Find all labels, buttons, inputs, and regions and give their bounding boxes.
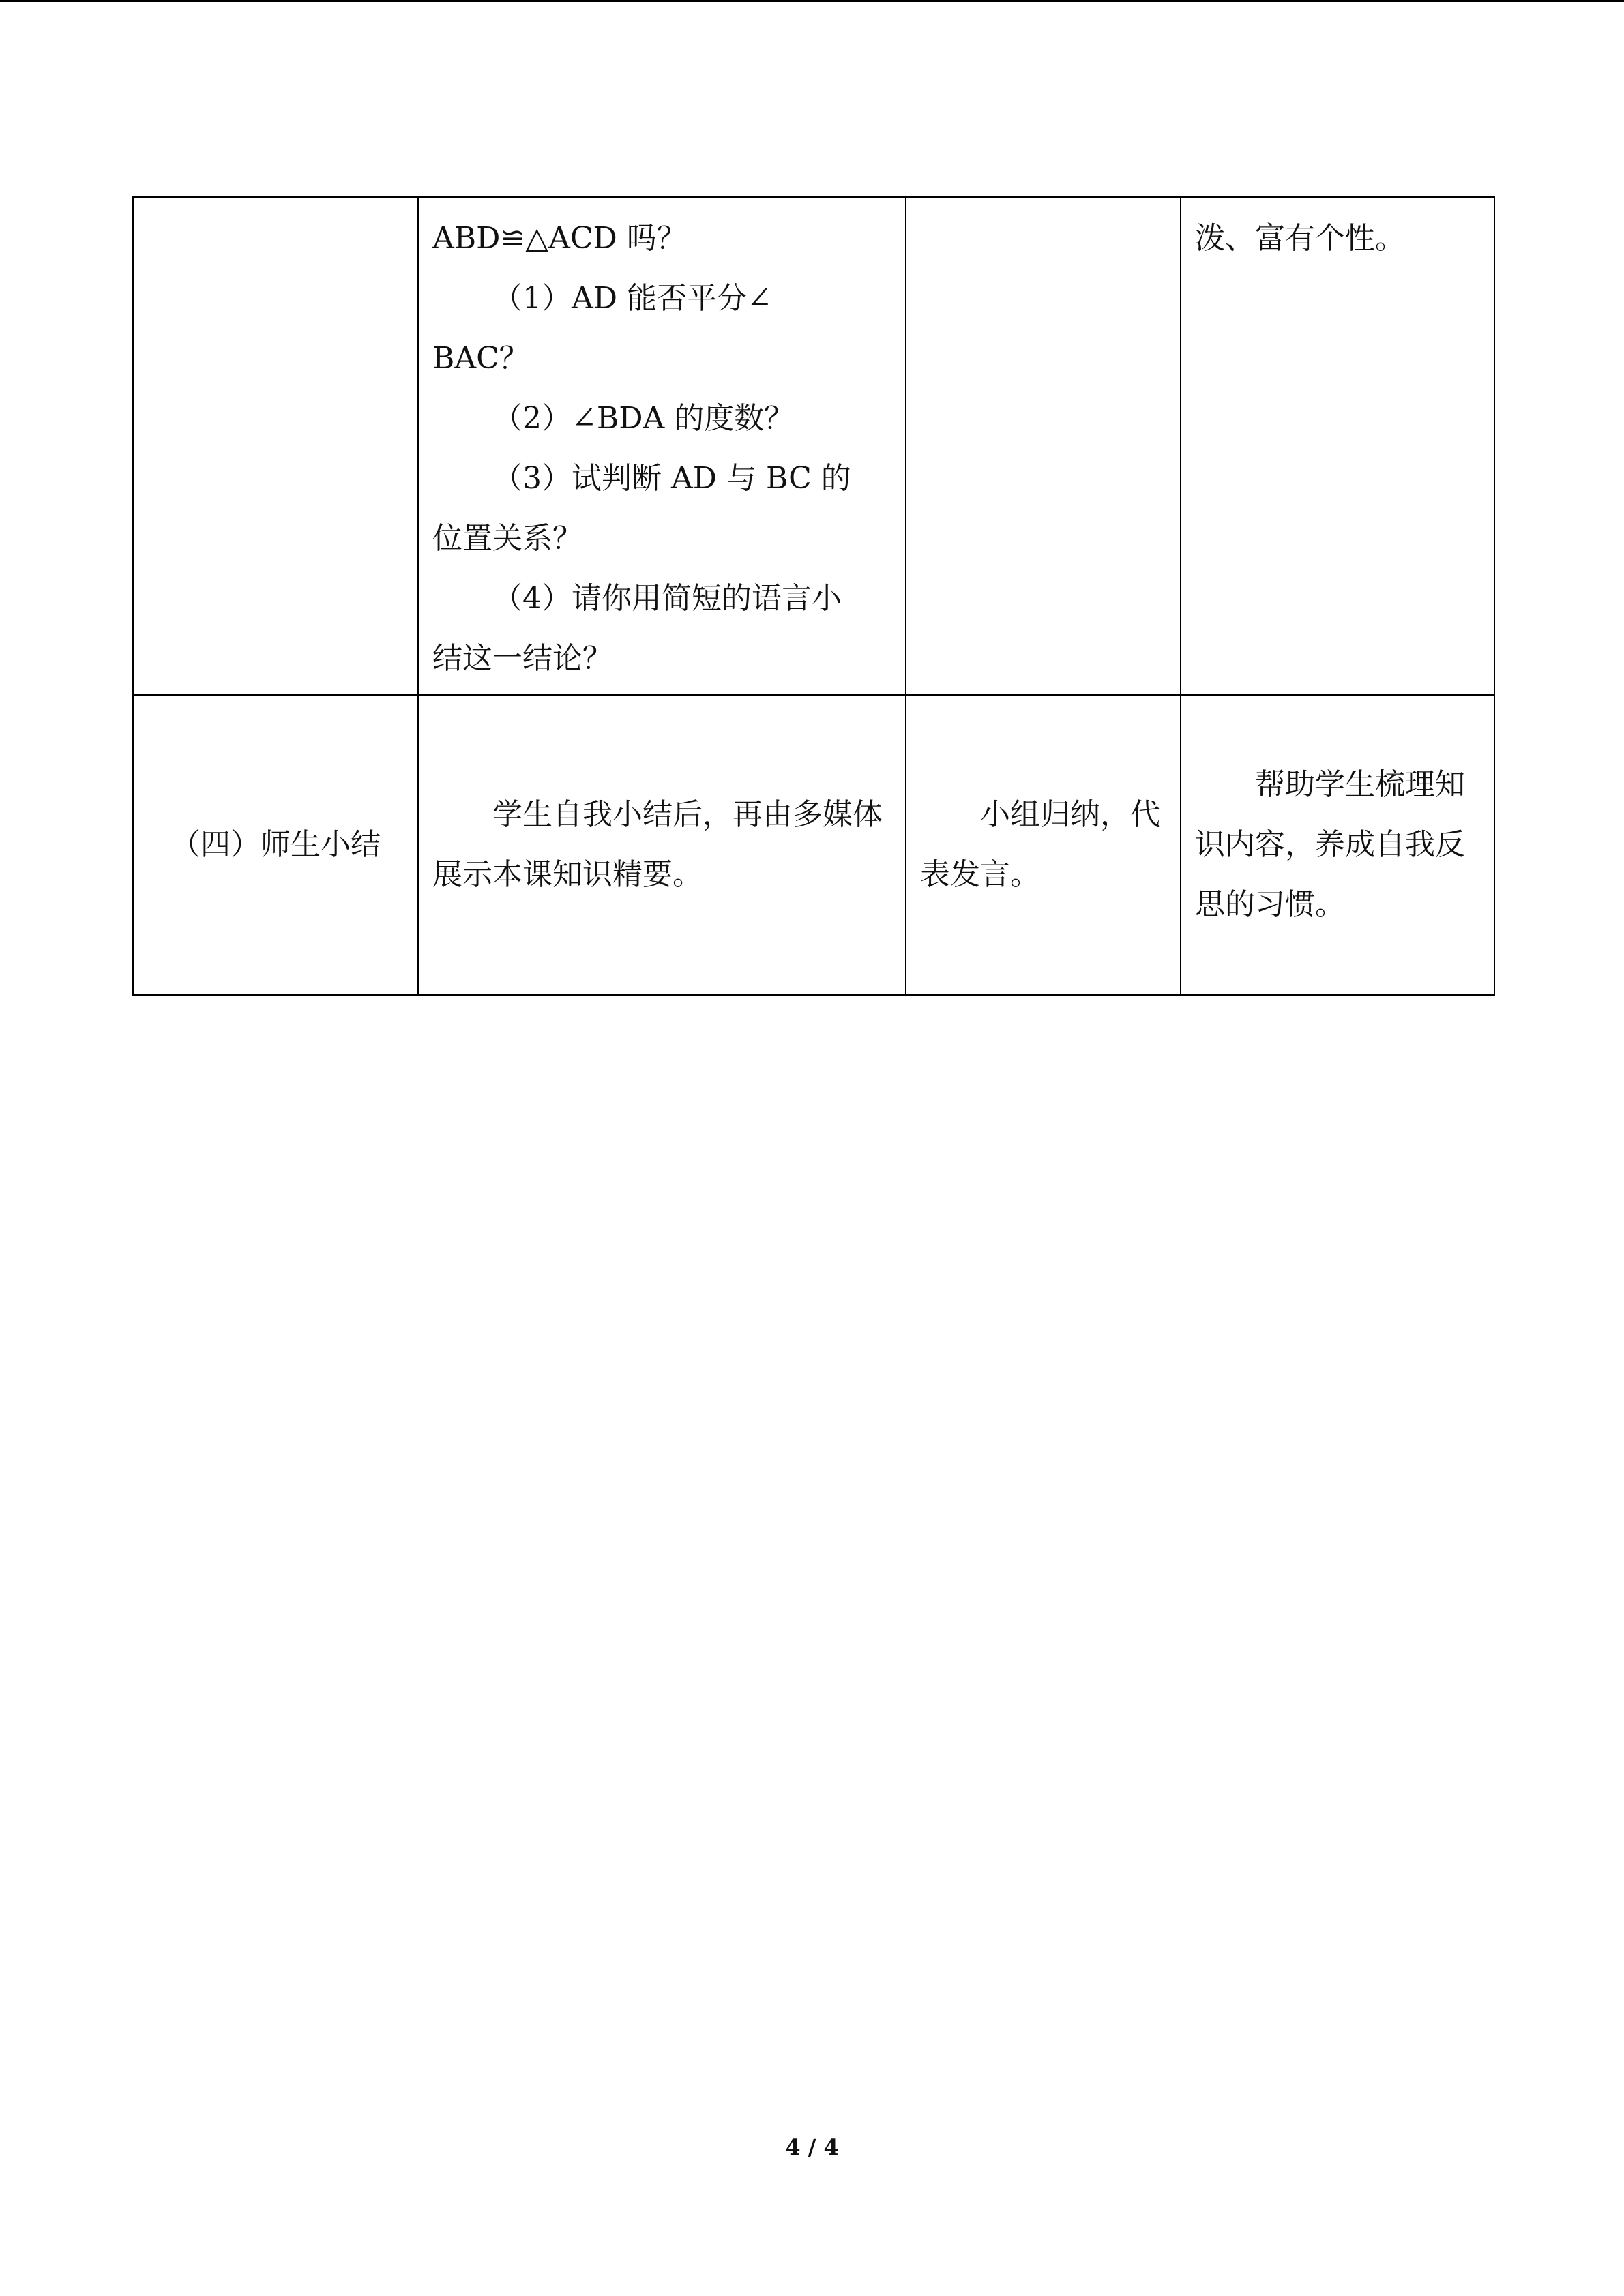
teacher-line: （1）AD 能否平分∠ (492, 281, 772, 316)
teacher-activity-text: 学生自我小结后，再由多媒体展示本课知识精要。 (432, 797, 883, 892)
teacher-line: 位置关系？ (432, 521, 582, 556)
design-intent-text: 帮助学生梳理知识内容，养成自我反思的习惯。 (1195, 767, 1465, 922)
teacher-line: （3）试判断 AD 与 BC 的 (492, 461, 851, 496)
teacher-line: ABD≌△ACD 吗？ (432, 221, 687, 256)
stage-cell (133, 197, 418, 695)
table-row (133, 695, 1494, 995)
design-intent-cell (1181, 695, 1494, 995)
stage-cell (133, 695, 418, 995)
page-number: 4 / 4 (785, 2134, 839, 2160)
teacher-line: （4）请你用简短的语言小 (492, 581, 842, 616)
teacher-activity-cell (418, 695, 906, 995)
student-activity-cell (906, 197, 1181, 695)
teacher-line: BAC？ (432, 341, 529, 376)
student-activity-text: 小组归纳，代表发言。 (920, 797, 1160, 892)
stage-label: （四）师生小结 (171, 827, 381, 862)
design-intent-cell (1181, 197, 1494, 695)
teacher-activity-cell (418, 197, 906, 695)
teacher-line: 结这一结论？ (432, 641, 612, 676)
table-row (133, 197, 1494, 695)
page-top-border (0, 0, 1624, 2)
student-activity-cell (906, 695, 1181, 995)
design-intent-text: 泼、富有个性。 (1195, 221, 1405, 256)
teacher-line: （2）∠BDA 的度数？ (492, 401, 795, 436)
lesson-plan-table (132, 196, 1495, 996)
